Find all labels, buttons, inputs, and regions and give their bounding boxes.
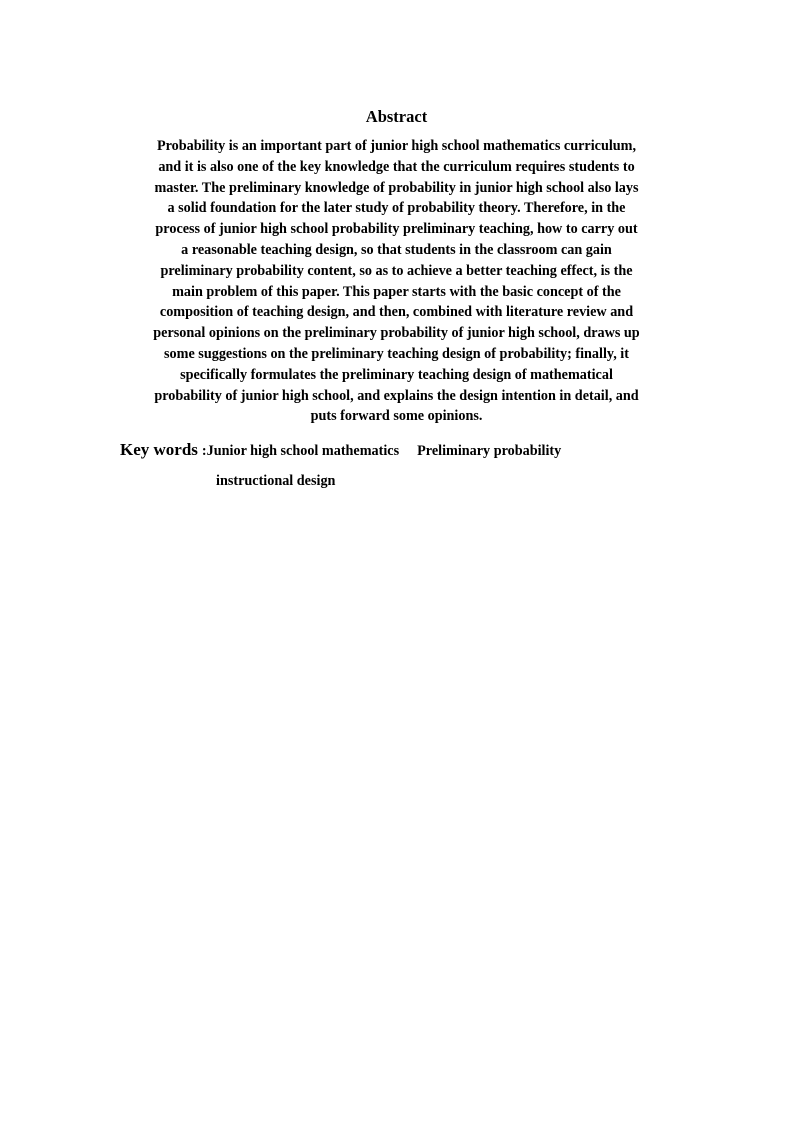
abstract-line: specifically formulates the preliminary teaching design of mathematical xyxy=(180,366,613,383)
keyword-term: Junior high school mathematics xyxy=(206,443,400,459)
abstract-line: personal opinions on the preliminary probability of junior high school, draws up xyxy=(153,325,640,342)
abstract-line: a reasonable teaching design, so that students in the classroom can gain xyxy=(181,241,612,258)
keyword-term: Preliminary probability xyxy=(417,443,562,459)
abstract-line: and it is also one of the key knowledge that the curriculum requires students to xyxy=(158,158,635,175)
abstract-line: preliminary probability content, so as to achieve a better teaching effect, is the xyxy=(160,262,633,279)
abstract-line: main problem of this paper. This paper starts with the basic concept of the xyxy=(172,283,621,300)
abstract-body xyxy=(120,136,673,427)
abstract-heading: Abstract xyxy=(365,107,428,126)
abstract-line: probability of junior high school, and explains the design intention in detail, and xyxy=(154,387,639,404)
abstract-line: master. The preliminary knowledge of probability in junior high school also lays xyxy=(154,179,639,196)
abstract-line: puts forward some opinions. xyxy=(310,408,483,425)
keyword-term: instructional design xyxy=(216,473,336,489)
abstract-line: Probability is an important part of junior high school mathematics curriculum, xyxy=(156,138,637,154)
keywords-label: Key words xyxy=(120,440,198,459)
abstract-line: composition of teaching design, and then, combined with literature review and xyxy=(159,304,634,321)
keywords-section xyxy=(120,438,680,463)
abstract-line: a solid foundation for the later study of probability theory. Therefore, in the xyxy=(167,200,626,217)
abstract-line: process of junior high school probability preliminary teaching, how to carry out xyxy=(155,221,638,238)
abstract-line: some suggestions on the preliminary teaching design of probability; finally, it xyxy=(164,345,629,362)
keywords-colon: : xyxy=(201,443,207,459)
